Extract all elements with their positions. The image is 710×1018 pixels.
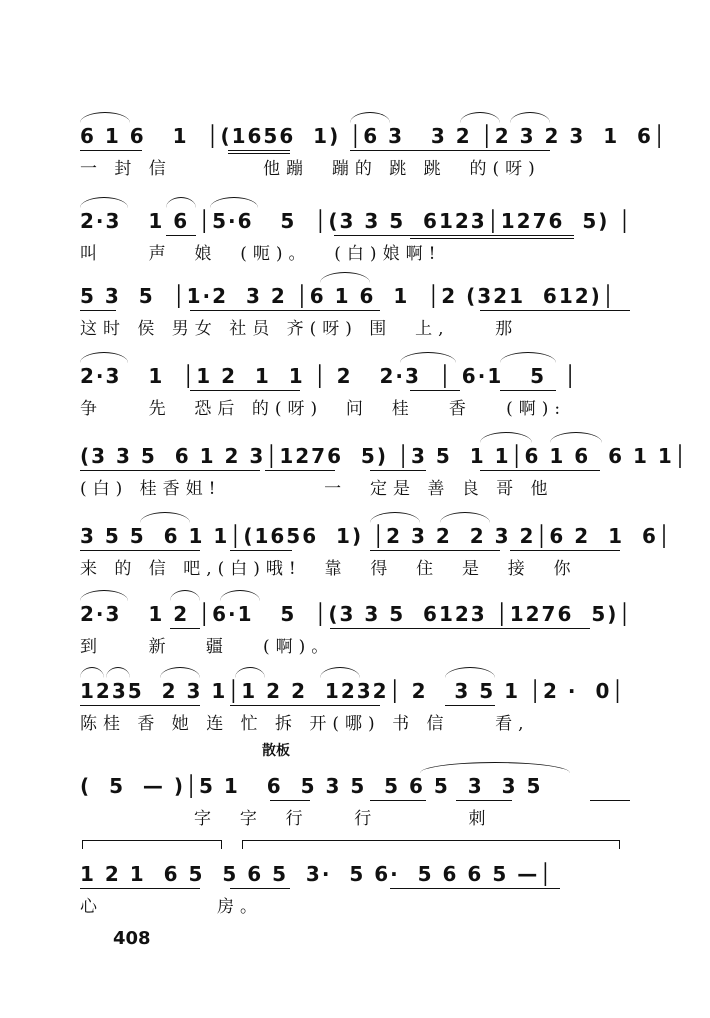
- underline: [166, 235, 196, 236]
- notation-line: 3 5 5 6 1 1│(1656 1) │2 3 2 2 3 2│6 2 1 6│: [80, 524, 672, 548]
- notation-line: 2·3 1 │1 2 1 1 │ 2 2·3 │ 6·1 5 │: [80, 364, 579, 388]
- underline: [80, 150, 142, 151]
- underline: [370, 800, 426, 801]
- underline: [370, 470, 426, 471]
- underline: [265, 470, 335, 471]
- underline: [228, 153, 290, 154]
- lyrics-line: 字 字 行 行 刺: [80, 809, 492, 829]
- staff-system-8: [80, 675, 640, 735]
- underline: [410, 390, 460, 391]
- lyrics-line: 到 新 疆 (啊)。: [80, 637, 335, 657]
- underline: [370, 550, 500, 551]
- lyrics-line: 一 封 信 他蹦 蹦的 跳 跳 的(呀): [80, 159, 541, 179]
- staff-system-9: [80, 770, 640, 830]
- notation-line: 2·3 1 2 │6·1 5 │(3 3 5 6123 │1276 5)│: [80, 602, 633, 626]
- notation-line: 2·3 1 6 │5·6 5 │(3 3 5 6123│1276 5) │: [80, 209, 633, 233]
- underline: [334, 235, 574, 236]
- staff-system-4: [80, 360, 640, 420]
- staff-system-5: [80, 440, 688, 500]
- underline: [80, 470, 260, 471]
- underline: [445, 705, 495, 706]
- notation-line: ( 5 — )│5 1 6 5 3 5 5 6 5 3 3 5: [80, 774, 543, 798]
- underline: [510, 550, 620, 551]
- phrase-bracket: [242, 840, 620, 849]
- underline: [170, 628, 200, 629]
- notation-line: 6 1 6 1 │(1656 1) │6 3 3 2 │2 3 2 3 1 6│: [80, 124, 667, 148]
- notation-line: 1 2 1 6 5 5 6 5 3· 5 6· 5 6 6 5 —│: [80, 862, 554, 886]
- notation-line: 5 3 5 │1·2 3 2 │6 1 6 1 │2 (321 612)│: [80, 284, 616, 308]
- underline: [320, 310, 380, 311]
- lyrics-line: 争 先 恐后 的(呀) 问 桂 香 (啊):: [80, 399, 567, 419]
- underline: [190, 390, 300, 391]
- underline: [228, 150, 290, 151]
- staff-system-6: [80, 520, 672, 580]
- lyrics-line: 来 的 信 吧,(白)哦! 靠 得 住 是 接 你: [80, 559, 577, 579]
- page-number: 408: [113, 928, 151, 949]
- staff-system-10: [80, 858, 640, 918]
- lyrics-line: (白) 桂香姐! 一 定是 善 良 哥 他: [80, 479, 554, 499]
- underline: [480, 470, 600, 471]
- lyrics-line: 陈桂 香 她 连 忙 拆 开(哪) 书 信 看,: [80, 714, 530, 734]
- underline: [230, 888, 290, 889]
- underline: [480, 310, 630, 311]
- underline: [500, 390, 556, 391]
- lyrics-line: 这时 侯 男女 社员 齐(呀) 围 上, 那: [80, 319, 519, 339]
- underline: [590, 800, 630, 801]
- underline: [270, 800, 310, 801]
- underline: [456, 800, 512, 801]
- underline: [350, 150, 550, 151]
- staff-system-7: [80, 598, 640, 658]
- underline: [230, 550, 292, 551]
- underline: [230, 705, 380, 706]
- tempo-marking: 散板: [262, 743, 290, 759]
- underline: [390, 888, 560, 889]
- underline: [410, 238, 574, 239]
- underline: [190, 310, 330, 311]
- staff-system-2: [80, 205, 640, 265]
- notation-line: (3 3 5 6 1 2 3│1276 5) │3 5 1 1│6 1 6 6 1 1│: [80, 444, 688, 468]
- phrase-bracket: [82, 840, 222, 849]
- underline: [80, 550, 200, 551]
- underline: [80, 888, 200, 889]
- underline: [80, 705, 200, 706]
- notation-line: 1235 2 3 1│1 2 2 1232│ 2 3 5 1 │2 · 0│: [80, 679, 626, 703]
- lyrics-line: 心 房。: [80, 897, 264, 917]
- underline: [80, 310, 116, 311]
- lyrics-line: 叫 声 娘 (呃)。 (白)娘啊!: [80, 244, 442, 264]
- staff-system-3: [80, 280, 640, 340]
- underline: [330, 628, 590, 629]
- staff-system-1: [80, 120, 667, 180]
